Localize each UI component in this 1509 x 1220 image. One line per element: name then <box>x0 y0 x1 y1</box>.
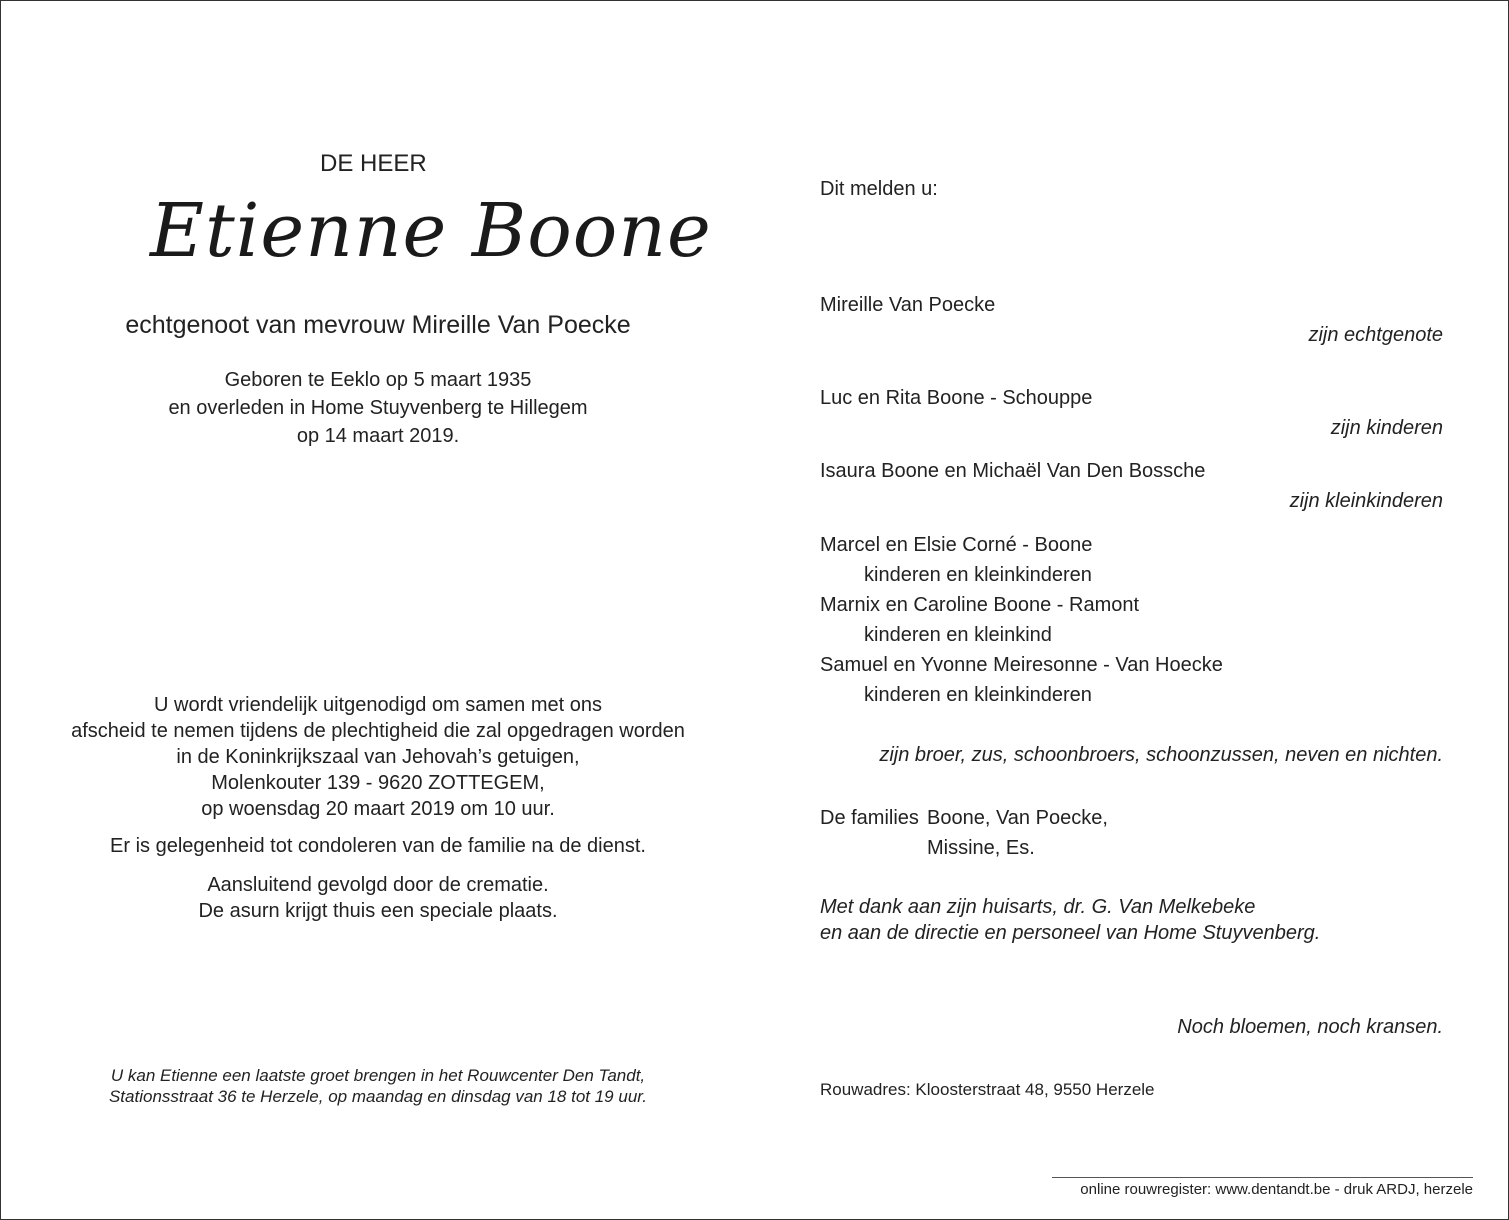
sibling-name-3: Samuel en Yvonne Meiresonne - Van Hoecke <box>820 654 1223 676</box>
invitation-line-1: U wordt vriendelijk uitgenodigd om samen met ons <box>154 694 602 716</box>
deceased-name: Etienne Boone <box>150 188 712 274</box>
invitation-line-2: afscheid te nemen tijdens de plechtigheid die zal opgedragen worden <box>71 720 685 742</box>
footer-divider <box>1052 1177 1473 1178</box>
intro-line: Dit melden u: <box>820 178 938 200</box>
footer-credits: online rouwregister: www.dentandt.be - druk ARDJ, herzele <box>1080 1181 1473 1198</box>
cremation-line-1: Aansluitend gevolgd door de crematie. <box>207 874 549 896</box>
families-prefix: De families <box>820 807 919 829</box>
sibling-sub-3: kinderen en kleinkinderen <box>864 684 1092 706</box>
born-line-3: op 14 maart 2019. <box>296 425 460 447</box>
spouse-name: Mireille Van Poecke <box>820 294 996 316</box>
invitation-line-5: op woensdag 20 maart 2019 om 10 uur. <box>201 798 555 820</box>
title-prefix: DE HEER <box>320 150 427 177</box>
born-line-2: en overleden in Home Stuyvenberg te Hillegem <box>168 397 588 419</box>
visit-line-1: U kan Etienne een laatste groet brengen in het Rouwcenter Den Tandt, <box>110 1066 646 1085</box>
children-name: Luc en Rita Boone - Schouppe <box>820 387 1093 409</box>
grandchildren-name: Isaura Boone en Michaël Van Den Bossche <box>820 460 1206 482</box>
condolence-line: Er is gelegenheid tot condoleren van de familie na de dienst. <box>110 835 646 857</box>
siblings-relation: zijn broer, zus, schoonbroers, schoonzussen, neven en nichten. <box>879 744 1443 766</box>
families-line-1: Boone, Van Poecke, <box>927 807 1108 829</box>
spouse-relation: zijn echtgenote <box>1308 324 1443 346</box>
born-line-1: Geboren te Eeklo op 5 maart 1935 <box>224 369 532 391</box>
sibling-name-1: Marcel en Elsie Corné - Boone <box>820 534 1093 556</box>
spouse-line: echtgenoot van mevrouw Mireille Van Poecke <box>125 311 631 339</box>
thanks-line-1: Met dank aan zijn huisarts, dr. G. Van Melkebeke <box>820 896 1256 918</box>
children-relation: zijn kinderen <box>1330 417 1443 439</box>
invitation-line-4: Molenkouter 139 - 9620 ZOTTEGEM, <box>211 772 545 794</box>
mourning-address: Rouwadres: Kloosterstraat 48, 9550 Herzele <box>820 1080 1155 1099</box>
sibling-sub-1: kinderen en kleinkinderen <box>864 564 1092 586</box>
cremation-line-2: De asurn krijgt thuis een speciale plaats. <box>198 900 558 922</box>
families-line-2: Missine, Es. <box>927 837 1035 859</box>
sibling-sub-2: kinderen en kleinkind <box>864 624 1052 646</box>
no-flowers-line: Noch bloemen, noch kransen. <box>1177 1016 1443 1038</box>
invitation-line-3: in de Koninkrijkszaal van Jehovah’s getuigen, <box>176 746 580 768</box>
visit-line-2: Stationsstraat 36 te Herzele, op maandag en dinsdag van 18 tot 19 uur. <box>108 1087 648 1106</box>
sibling-name-2: Marnix en Caroline Boone - Ramont <box>820 594 1140 616</box>
grandchildren-relation: zijn kleinkinderen <box>1289 490 1443 512</box>
thanks-line-2: en aan de directie en personeel van Home Stuyvenberg. <box>820 922 1321 944</box>
